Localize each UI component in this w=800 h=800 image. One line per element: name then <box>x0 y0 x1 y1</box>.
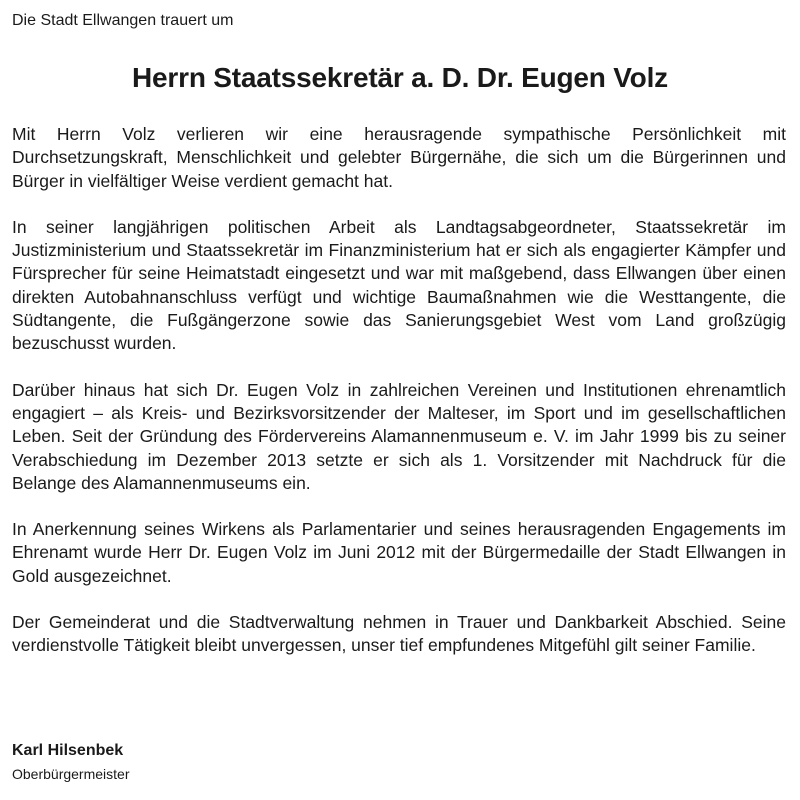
paragraph-political-career: In seiner langjährigen politischen Arbeit als Landtagsabgeordneter, Staatssekretär im Justizministerium und Staatssekretär im Finanzministerium hat er sich als engagierter Kämpfer und Fürsprecher für seine Heimatstadt eingesetzt und war mit maßgebend, dass Ellwangen über einen direkten Autobahnanschluss verfügt und wichtige Baumaßnahmen wie die Westtangente, die Südtangente, die Fußgängerzone sowie das Sanierungsgebiet West vom Land großzügig bezuschusst wurden. <box>12 216 786 354</box>
paragraph-volunteer-work: Darüber hinaus hat sich Dr. Eugen Volz in zahlreichen Vereinen und Institutionen ehrenamtlich engagiert – als Kreis- und Bezirksvorsitzender der Malteser, im Sport und im gesellschaftlichen Leben. Seit der Gründung des Fördervereins Alamannenmuseum e. V. im Jahr 1999 bis zu seiner Verabschiedung im Dezember 2013 setzte er sich als 1. Vorsitzender mit Nachdruck für die Belange des Alamannenmuseums ein. <box>12 379 786 493</box>
intro-line: Die Stadt Ellwangen trauert um <box>12 12 234 29</box>
paragraph-condolences: Der Gemeinderat und die Stadtverwaltung nehmen in Trauer und Dankbarkeit Abschied. Seine verdienstvolle Tätigkeit bleibt unvergessen, unser tief empfundenes Mitgefühl gilt seiner Familie. <box>12 612 786 656</box>
deceased-name-heading: Herrn Staatssekretär a. D. Dr. Eugen Volz <box>132 62 668 93</box>
paragraph-honors: In Anerkennung seines Wirkens als Parlamentarier und seines herausragenden Engagements im Ehrenamt wurde Herr Dr. Eugen Volz im Juni 2012 mit der Bürgermedaille der Stadt Ellwangen in Gold ausgezeichnet. <box>12 519 786 586</box>
paragraph-tribute: Mit Herrn Volz verlieren wir eine herausragende sympathische Persönlichkeit mit Durchsetzungskraft, Menschlichkeit und gelebter Bürgernähe, die sich um die Bürgerinnen und Bürger in vielfältiger Weise verdient gemacht hat. <box>12 124 786 191</box>
signature-block <box>12 740 130 784</box>
signatory-title: Oberbürgermeister <box>12 766 130 782</box>
notice-body <box>12 123 786 681</box>
signatory-name: Karl Hilsenbek <box>12 742 124 759</box>
